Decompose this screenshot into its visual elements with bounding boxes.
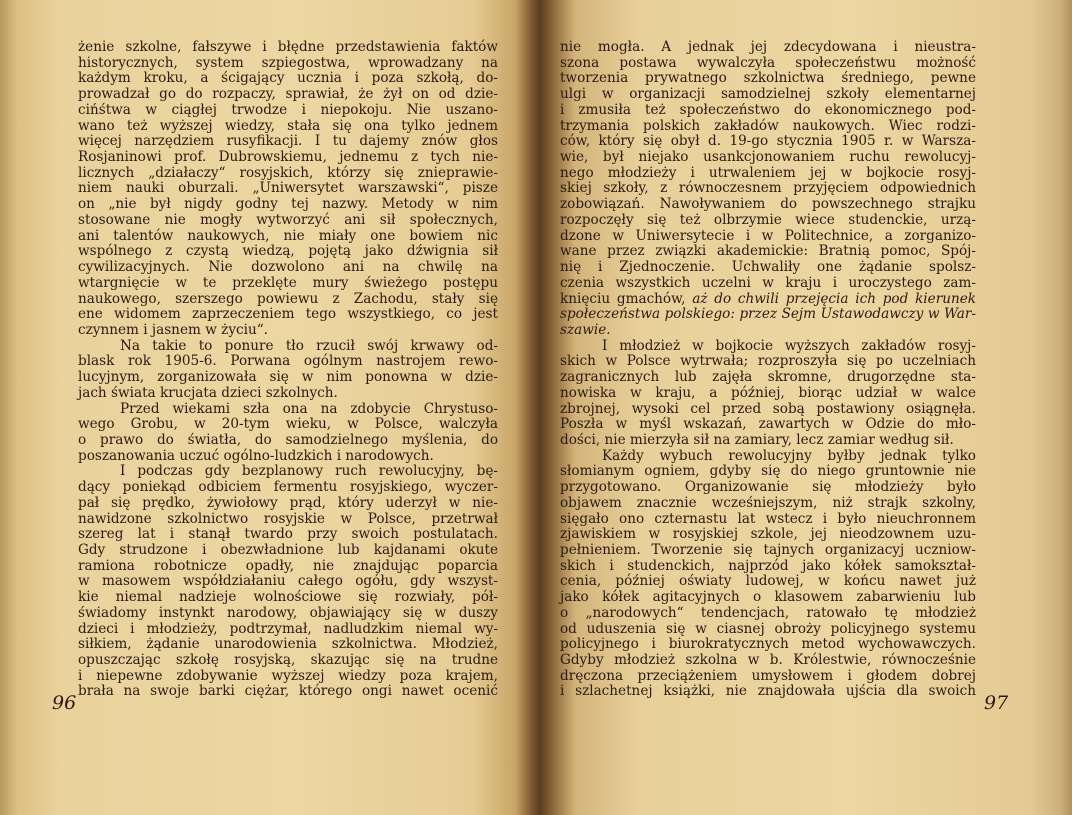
line-text: czenia wszystkich uczelni w kraju i uroczystego zam- xyxy=(560,274,976,291)
text-line xyxy=(560,181,976,197)
page-number-left: 96 xyxy=(52,692,77,714)
line-text: historycznych, system szpiegostwa, wprowadzany na xyxy=(78,54,498,71)
line-text: Gdy strudzone i obezwładnione lub kajdanami okute xyxy=(78,542,498,558)
text-line xyxy=(78,669,498,685)
page-number-right: 97 xyxy=(984,692,1009,714)
line-text: Każdy wybuch rewolucyjny byłby jednak tylko xyxy=(602,447,976,464)
text-line xyxy=(78,464,498,480)
line-text: szereg lat i stanął twardo przy swoich postulatach. xyxy=(78,526,498,543)
text-line xyxy=(560,229,976,245)
line-text: o prawo do światła, do samodzielnego myślenia, do xyxy=(78,431,498,448)
right-page-text xyxy=(560,40,976,700)
text-line xyxy=(560,87,976,103)
text-line xyxy=(560,339,976,355)
text-line xyxy=(560,323,976,339)
line-text: świadomy instynkt narodowy, objawiający się w duszy xyxy=(78,604,498,621)
line-text: wtargnięcie w te przeklęte mury świeżego postępu xyxy=(78,274,498,291)
line-text: wane przez związki akademickie: Bratnią pomoc, Spój- xyxy=(560,243,976,260)
text-line xyxy=(560,260,976,276)
text-line xyxy=(78,229,498,245)
text-line xyxy=(78,590,498,606)
text-line xyxy=(78,653,498,669)
text-line xyxy=(78,103,498,119)
line-text: zobowiązań. Nawoływaniem do powszechnego strajku xyxy=(560,196,976,213)
line-text-italic: szawie. xyxy=(560,321,611,338)
line-text: nie mogła. A jednak jej zdecydowana i nieustra- xyxy=(560,39,976,55)
text-line xyxy=(560,464,976,480)
text-line xyxy=(78,449,498,465)
line-text: skich w Polsce wytrwała; rozproszyła się po uczelniach xyxy=(560,353,976,370)
line-text-italic: społeczeństwa polskiego: przez Sejm Ustawodawczy w War- xyxy=(560,306,976,323)
text-line xyxy=(560,134,976,150)
line-text: poszanowania uczuć ogólno-ludzkich i narodowych. xyxy=(78,447,434,464)
line-text: wano też wyższej wiedzy, stała się ona tylko jednem xyxy=(78,117,498,134)
text-line xyxy=(560,669,976,685)
line-text: czynnem i jasnem w życiu“. xyxy=(78,321,268,338)
text-line xyxy=(560,292,976,308)
line-text: od uduszenia się w ciasnej obroży policyjnego systemu xyxy=(560,620,976,637)
left-page-text xyxy=(78,40,498,700)
line-text: niem nauki oburzali. „Uniwersytet warszawski“, pisze xyxy=(78,180,498,197)
text-line xyxy=(560,244,976,260)
line-text: wie, był niejako usankcjonowaniem ruchu rewolucyj- xyxy=(560,149,976,166)
line-text: objawem znacznie wcześniejszym, niż strajk szkolny, xyxy=(560,494,976,511)
text-line xyxy=(78,307,498,323)
line-text: o „narodowych“ tendencjach, ratowało tę młodzież xyxy=(560,604,976,621)
text-line xyxy=(560,480,976,496)
text-line xyxy=(560,166,976,182)
line-text: każdym kroku, a ścigający ucznia i poza szkołą, do- xyxy=(78,70,498,87)
text-line xyxy=(560,527,976,543)
line-text: zagranicznych lub zajęła skromne, drugorzędne sta- xyxy=(560,369,976,386)
text-line xyxy=(78,40,498,56)
line-text: trzymania polskich zakładów naukowych. Wiec rodzi- xyxy=(560,117,976,134)
text-line xyxy=(560,40,976,56)
line-text: skiej szkoły, z równoczesnem przyjęciem odpowiednich xyxy=(560,180,976,197)
line-text: wspólnego z czystą wiedzą, pojętą jako dźwignia sił xyxy=(78,243,498,260)
line-text: słomianym ogniem, gdyby się do niego gruntownie nie xyxy=(560,463,976,480)
text-line xyxy=(78,244,498,260)
line-text: i zmusiła też społeczeństwo do ekonomicznego pod- xyxy=(560,101,976,118)
line-text: przygotowano. Organizowanie się młodzieży było xyxy=(560,479,976,496)
line-text: naukowego, szerszego powiewu z Zachodu, stały się xyxy=(78,290,498,307)
line-text: tworzenia prywatnego szkolnictwa średniego, pewne xyxy=(560,70,976,87)
line-text: szona postawa wywalczyła społeczeństwu możność xyxy=(560,54,976,71)
text-line xyxy=(78,134,498,150)
text-line xyxy=(560,433,976,449)
text-line xyxy=(560,574,976,590)
text-line xyxy=(78,574,498,590)
line-text: nowiska w kraju, a później, biorąc udział w walce xyxy=(560,384,976,401)
text-line xyxy=(78,354,498,370)
line-text: ulgi w organizacji samodzielnej szkoły elementarnej xyxy=(560,86,976,103)
text-line xyxy=(78,684,498,700)
line-text: cińśtwa w ciągłej trwodze i niepokoju. Nie uszano- xyxy=(78,101,498,118)
line-text: blask rok 1905-6. Porwana ogólnym nastrojem rewo- xyxy=(78,353,498,370)
line-text: wego Grobu, w 20-tym wieku, w Polsce, walczyła xyxy=(78,416,498,433)
line-text: lucyjnym, zorganizowała się w nim ponowna w dzie- xyxy=(78,369,498,386)
text-line xyxy=(78,276,498,292)
text-line xyxy=(560,119,976,135)
text-line xyxy=(78,181,498,197)
text-line xyxy=(78,150,498,166)
line-text: jach świata krucjata dzieci szkolnych. xyxy=(78,384,338,401)
line-text: dący poniekąd odbiciem fermentu rosyjskiego, wyczer- xyxy=(78,479,498,496)
text-line xyxy=(560,637,976,653)
text-line xyxy=(78,166,498,182)
line-text: zjawiskiem w rosyjskiej szkole, jej nieodzownem uzu- xyxy=(560,526,976,543)
line-text: cywilizacyjnych. Nie dozwolono ani na chwilę na xyxy=(78,259,498,276)
text-line xyxy=(560,103,976,119)
text-line xyxy=(78,260,498,276)
text-line xyxy=(560,213,976,229)
line-text: dzieci i młodzieży, podtrzymał, nadludzkim niemal wy- xyxy=(78,620,498,637)
line-text: I młodzież w bojkocie wyższych zakładów rosyj- xyxy=(602,337,976,354)
text-line xyxy=(560,496,976,512)
text-line xyxy=(560,684,976,700)
line-text: stosowane nie mogły wytworzyć ani sił społecznych, xyxy=(78,211,498,228)
line-text: cenia, później oświaty ludowej, w końcu nawet już xyxy=(560,573,976,590)
line-text: kie niemal nadzieje wolnościowe się rozwiały, pół- xyxy=(78,589,498,606)
text-line xyxy=(560,71,976,87)
text-line xyxy=(78,402,498,418)
text-line xyxy=(560,370,976,386)
line-text: żenie szkolne, fałszywe i błędne przedstawienia faktów xyxy=(78,39,498,55)
line-text: sięgało ono czternastu lat wstecz i było nieuchronnem xyxy=(560,510,976,527)
text-line xyxy=(78,339,498,355)
text-line xyxy=(560,386,976,402)
text-line xyxy=(78,370,498,386)
line-text: ramiona robotnicze opadły, nie znajdując poparcia xyxy=(78,557,498,574)
line-text: ców, który się obył d. 19-go stycznia 1905 r. w Warsza- xyxy=(560,133,976,150)
line-text: Na takie to ponure tło rzucił swój krwawy od- xyxy=(120,337,498,354)
line-text: dzone w Uniwersytecie i w Politechnice, a zorganizo- xyxy=(560,227,976,244)
text-line xyxy=(560,449,976,465)
line-text: nię i Zjednoczenie. Uchwaliły one żądanie spolsz- xyxy=(560,259,976,276)
text-line xyxy=(560,354,976,370)
line-text: brała na swoje barki ciężar, którego ongi nawet ocenić xyxy=(78,683,498,700)
line-text: knięciu gmachów, xyxy=(560,290,693,307)
text-line xyxy=(560,543,976,559)
text-line xyxy=(78,622,498,638)
line-text: rozpoczęły się też olbrzymie wiece studenckie, urzą- xyxy=(560,211,976,228)
line-text-italic: aż do chwili przejęcia ich pod kierunek xyxy=(692,290,976,307)
text-line xyxy=(78,496,498,512)
line-text: dości, nie mierzyła sił na zamiary, lecz zamiar według sił. xyxy=(560,431,954,448)
line-text: opuszczając szkołę rosyjską, skazując się na trudne xyxy=(78,652,498,669)
text-line xyxy=(78,480,498,496)
text-line xyxy=(560,606,976,622)
text-line xyxy=(78,527,498,543)
text-line xyxy=(78,386,498,402)
text-line xyxy=(78,637,498,653)
line-text: i niepewne zdobywanie wyższej wiedzy poza krajem, xyxy=(78,667,498,684)
text-line xyxy=(78,71,498,87)
text-line xyxy=(560,276,976,292)
text-line xyxy=(78,417,498,433)
text-line xyxy=(560,150,976,166)
line-text: policyjnego i biurokratycznych metod wychowawczych. xyxy=(560,636,976,653)
line-text: licznych „działaczy“ rosyjskich, którzy się znieprawie- xyxy=(78,164,498,181)
text-line xyxy=(78,433,498,449)
text-line xyxy=(560,622,976,638)
line-text: pełnieniem. Tworzenie się tajnych organizacyj uczniow- xyxy=(560,542,976,558)
text-line xyxy=(78,213,498,229)
text-line xyxy=(78,512,498,528)
text-line xyxy=(78,292,498,308)
text-line xyxy=(78,606,498,622)
line-text: nawidzone szkolnictwo rosyjskie w Polsce, przetrwał xyxy=(78,510,498,527)
line-text: Poszła w myśl wskazań, zawartych w Odzie do mło- xyxy=(560,416,976,433)
line-text: ene widomem zaprzeczeniem tego wszystkiego, co jest xyxy=(78,306,498,323)
text-line xyxy=(78,559,498,575)
line-text: i szlachetnej książki, nie znajdowała ujścia dla swoich xyxy=(560,683,976,700)
line-text: on „nie był nigdy godny tej nazwy. Metody w nim xyxy=(78,196,498,213)
text-line xyxy=(560,559,976,575)
line-text: pał się prędko, żywiołowy prąd, który uderzył w nie- xyxy=(78,494,498,511)
line-text: więcej narzędziem rusyfikacji. I tu dajemy znów głos xyxy=(78,133,498,150)
text-line xyxy=(78,543,498,559)
text-line xyxy=(560,402,976,418)
line-text: jako kółek agitacyjnych o klasowem zabarwieniu lub xyxy=(560,589,976,606)
line-text: Gdyby młodzież szkolna w b. Królestwie, równocześnie xyxy=(560,652,976,669)
text-line xyxy=(560,512,976,528)
text-line xyxy=(78,87,498,103)
line-text: Przed wiekami szła ona na zdobycie Chrystuso- xyxy=(120,400,498,417)
text-line xyxy=(560,56,976,72)
text-line xyxy=(560,307,976,323)
text-line xyxy=(560,197,976,213)
line-text: skich i studenckich, najprzód jako kółek samokształ- xyxy=(560,557,976,574)
text-line xyxy=(560,417,976,433)
line-text: dręczona przeciążeniem umysłowem i głodem dobrej xyxy=(560,667,976,684)
line-text: siłkiem, żądanie unarodowienia szkolnictwa. Młodzież, xyxy=(78,636,498,653)
text-line xyxy=(78,197,498,213)
text-line xyxy=(78,56,498,72)
text-line xyxy=(78,323,498,339)
line-text: Rosjaninowi prof. Dubrowskiemu, jednemu z tych nie- xyxy=(78,149,498,166)
line-text: nego młodzieży i utrwaleniem jej w bojkocie rosyj- xyxy=(560,164,976,181)
text-line xyxy=(560,590,976,606)
line-text: I podczas gdy bezplanowy ruch rewolucyjny, bę- xyxy=(120,463,498,480)
line-text: ani talentów naukowych, nie miały one bowiem nic xyxy=(78,227,498,244)
text-line xyxy=(78,119,498,135)
text-line xyxy=(560,653,976,669)
line-text: w masowem współdziałaniu całego ogółu, gdy wszyst- xyxy=(78,573,498,590)
line-text: zbrojnej, wysoki cel przed sobą postawiony osiągnęła. xyxy=(560,400,976,417)
line-text: prowadzał go do rozpaczy, sprawiał, że żył on od dzie- xyxy=(78,86,498,103)
